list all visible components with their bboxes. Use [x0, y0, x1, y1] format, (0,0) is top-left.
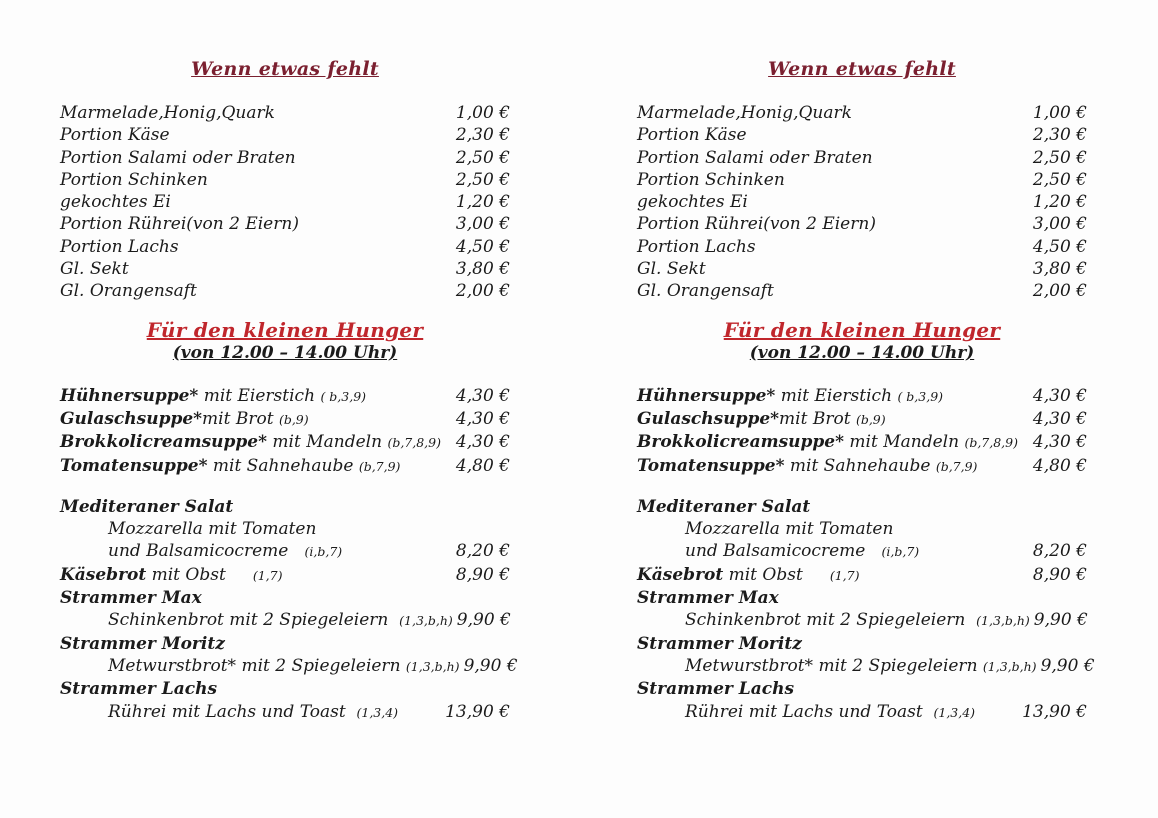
item-allergens: (1,3,b,h) [399, 613, 453, 629]
item-description: mit Sahnehaube [207, 455, 359, 476]
item-allergens: (1,3,4) [933, 704, 976, 720]
item-description: mit Mandeln [267, 432, 388, 453]
item-description: mit Brot [779, 408, 856, 429]
item-allergens: (b,7,9) [935, 458, 978, 474]
item-description: Metwurstbrot* mit 2 Spiegeleiern [685, 655, 983, 676]
menu-item-row [60, 102, 510, 124]
menu-item-row [637, 540, 1087, 563]
item-description: und Balsamicocreme [108, 541, 305, 562]
item-description: Mozzarella mit Tomaten [685, 519, 894, 540]
item-price: 4,30 € [1032, 385, 1087, 406]
item-allergens: (1,3,b,h) [982, 658, 1037, 674]
item-name: Gl. Orangensaft [637, 281, 774, 302]
menu-item-row [637, 564, 1087, 587]
section-subtitle-hours: (von 12.00 – 14.00 Uhr) [749, 342, 975, 363]
menu-item-row [637, 236, 1087, 258]
menu-item-row [637, 609, 1087, 632]
item-name: gekochtes Ei [637, 192, 748, 213]
item-price: 4,30 € [1032, 432, 1087, 453]
item-allergens: (b,9) [278, 411, 309, 427]
menu-item-row [637, 191, 1087, 213]
menu-item-row [60, 540, 510, 563]
item-price: 4,50 € [455, 236, 510, 257]
menu-item-row [60, 518, 510, 540]
section1-item-list [60, 102, 510, 303]
section-title-wenn-etwas-fehlt: Wenn etwas fehlt [191, 58, 379, 80]
item-name: Gl. Orangensaft [60, 281, 197, 302]
item-name: Marmelade,Honig,Quark [60, 103, 275, 123]
menu-item-row [637, 408, 1087, 431]
item-price: 2,50 € [455, 169, 510, 190]
item-name: gekochtes Ei [60, 192, 171, 213]
menu-item-row [637, 496, 1087, 518]
item-price: 9,90 € [1033, 610, 1088, 631]
item-name-bold: Strammer Moritz [60, 633, 225, 654]
menu-item-row [60, 633, 510, 655]
item-name: Portion Käse [637, 125, 747, 146]
item-price: 3,00 € [1032, 214, 1087, 235]
item-name: Gl. Sekt [637, 259, 706, 280]
section2-dish-list [637, 496, 1095, 724]
item-price: 4,30 € [455, 408, 510, 429]
item-description: mit Eierstich [198, 385, 321, 406]
item-name-bold: Strammer Max [637, 588, 779, 609]
item-name: Gl. Sekt [60, 259, 129, 280]
item-price: 2,50 € [1032, 147, 1087, 168]
item-description: mit Obst [146, 564, 253, 585]
menu-copy-left [60, 57, 518, 724]
menu-item-row [637, 655, 1095, 678]
menu-item-row [60, 147, 510, 169]
menu-item-row [60, 385, 510, 408]
item-name-bold: Hühnersuppe* [60, 385, 199, 406]
section2-dish-list [60, 496, 518, 724]
item-name-bold: Mediteraner Salat [637, 496, 811, 517]
item-name: Portion Salami oder Braten [637, 147, 873, 168]
item-price: 13,90 € [1022, 701, 1087, 722]
item-allergens: (1,3,b,h) [405, 658, 460, 674]
menu-item-row [637, 124, 1087, 146]
item-price: 4,50 € [1032, 236, 1087, 257]
item-allergens: (i,b,7) [881, 544, 920, 560]
menu-item-row [60, 258, 510, 280]
item-name-bold: Brokkolicreamsuppe* [60, 432, 268, 453]
item-price: 13,90 € [445, 701, 510, 722]
item-price: 9,90 € [456, 610, 511, 631]
item-name-bold: Käsebrot [637, 564, 724, 585]
item-allergens: (b,7,8,9) [964, 435, 1018, 451]
item-description: Mozzarella mit Tomaten [108, 519, 317, 540]
item-description: Schinkenbrot mit 2 Spiegeleiern [685, 610, 977, 631]
item-allergens: (1,7) [252, 567, 283, 583]
item-description: Rührei mit Lachs und Toast [108, 701, 357, 722]
item-name-bold: Strammer Lachs [60, 679, 218, 700]
menu-item-row [637, 280, 1087, 302]
item-name: Portion Schinken [60, 169, 208, 190]
item-allergens: (b,9) [855, 411, 886, 427]
item-name-bold: Käsebrot [60, 564, 147, 585]
menu-item-row [637, 587, 1087, 609]
menu-item-row [637, 169, 1087, 191]
item-price: 4,30 € [455, 385, 510, 406]
item-allergens: (b,7,8,9) [387, 435, 441, 451]
menu-item-row [60, 191, 510, 213]
item-name-bold: Tomatensuppe* [60, 455, 208, 476]
item-name: Portion Salami oder Braten [60, 147, 296, 168]
item-name-bold: Strammer Moritz [637, 633, 802, 654]
item-name-bold: Tomatensuppe* [637, 455, 785, 476]
menu-item-row [637, 147, 1087, 169]
menu-item-row [60, 236, 510, 258]
menu-item-row [60, 280, 510, 302]
menu-item-row [637, 678, 1087, 700]
menu-item-row [60, 587, 510, 609]
item-allergens: (b,7,9) [358, 458, 401, 474]
section-title-fuer-den-kleinen-hunger: Für den kleinen Hunger [723, 317, 1001, 342]
item-name-bold: Hühnersuppe* [637, 385, 776, 406]
menu-item-row [60, 496, 510, 518]
item-price: 2,50 € [455, 147, 510, 168]
menu-item-row [60, 169, 510, 191]
item-price: 4,80 € [455, 455, 510, 476]
menu-item-row [637, 102, 1087, 124]
item-name-bold: Gulaschsuppe* [637, 408, 780, 429]
item-price: 8,20 € [1032, 541, 1087, 562]
item-price: 2,30 € [455, 125, 510, 146]
menu-item-row [60, 408, 510, 431]
item-price: 8,20 € [455, 541, 510, 562]
menu-item-row [637, 213, 1087, 235]
menu-item-row [60, 124, 510, 146]
item-price: 2,50 € [1032, 169, 1087, 190]
item-name-bold: Strammer Max [60, 588, 202, 609]
item-allergens: ( b,3,9) [320, 388, 367, 404]
item-name: Portion Schinken [637, 169, 785, 190]
menu-item-row [637, 633, 1087, 655]
menu-item-row [637, 701, 1087, 724]
item-name: Portion Käse [60, 125, 170, 146]
item-price: 1,20 € [1032, 192, 1087, 213]
menu-item-row [60, 701, 510, 724]
menu-item-row [60, 455, 510, 478]
item-price: 9,90 € [1040, 655, 1095, 676]
item-name-bold: Mediteraner Salat [60, 496, 234, 517]
item-description: Metwurstbrot* mit 2 Spiegeleiern [108, 655, 406, 676]
item-description: Schinkenbrot mit 2 Spiegeleiern [108, 610, 400, 631]
section-subtitle-hours: (von 12.00 – 14.00 Uhr) [172, 342, 398, 363]
section-title-fuer-den-kleinen-hunger: Für den kleinen Hunger [146, 317, 424, 342]
item-price: 4,30 € [1032, 408, 1087, 429]
item-name-bold: Strammer Lachs [637, 679, 795, 700]
section1-item-list [637, 102, 1087, 303]
item-name-bold: Brokkolicreamsuppe* [637, 432, 845, 453]
item-allergens: (1,3,4) [356, 704, 399, 720]
item-price: 1,00 € [1032, 103, 1087, 123]
item-price: 2,00 € [1032, 281, 1087, 302]
item-price: 1,20 € [455, 192, 510, 213]
menu-item-row [637, 518, 1087, 540]
menu-item-row [637, 385, 1087, 408]
item-name: Portion Lachs [637, 236, 756, 257]
item-price: 4,80 € [1032, 455, 1087, 476]
item-name-bold: Gulaschsuppe* [60, 408, 203, 429]
menu-item-row [60, 609, 510, 632]
menu-item-row [637, 455, 1087, 478]
menu-item-row [637, 258, 1087, 280]
item-price: 1,00 € [455, 103, 510, 123]
section-title-wenn-etwas-fehlt: Wenn etwas fehlt [768, 58, 956, 80]
item-description: mit Eierstich [775, 385, 898, 406]
menu-item-row [60, 213, 510, 235]
item-description: und Balsamicocreme [685, 541, 882, 562]
item-description: mit Mandeln [844, 432, 965, 453]
menu-item-row [60, 564, 510, 587]
item-description: Rührei mit Lachs und Toast [685, 701, 934, 722]
item-price: 8,90 € [455, 564, 510, 585]
item-description: mit Sahnehaube [784, 455, 936, 476]
item-price: 3,00 € [455, 214, 510, 235]
item-description: mit Obst [723, 564, 830, 585]
item-name: Portion Rührei(von 2 Eiern) [637, 214, 876, 235]
section2-soup-list [637, 385, 1087, 478]
item-price: 4,30 € [455, 432, 510, 453]
item-name: Marmelade,Honig,Quark [637, 103, 852, 123]
item-price: 3,80 € [455, 259, 510, 280]
item-price: 8,90 € [1032, 564, 1087, 585]
item-price: 9,90 € [463, 655, 518, 676]
menu-item-row [60, 655, 518, 678]
menu-item-row [60, 678, 510, 700]
item-name: Portion Lachs [60, 236, 179, 257]
menu-item-row [637, 431, 1087, 454]
item-price: 2,30 € [1032, 125, 1087, 146]
item-price: 3,80 € [1032, 259, 1087, 280]
item-allergens: (1,3,b,h) [976, 613, 1030, 629]
item-name: Portion Rührei(von 2 Eiern) [60, 214, 299, 235]
item-allergens: ( b,3,9) [897, 388, 944, 404]
item-price: 2,00 € [455, 281, 510, 302]
item-description: mit Brot [202, 408, 279, 429]
item-allergens: (i,b,7) [304, 544, 343, 560]
section2-soup-list [60, 385, 510, 478]
menu-copy-right [637, 57, 1095, 724]
item-allergens: (1,7) [829, 567, 860, 583]
menu-item-row [60, 431, 510, 454]
